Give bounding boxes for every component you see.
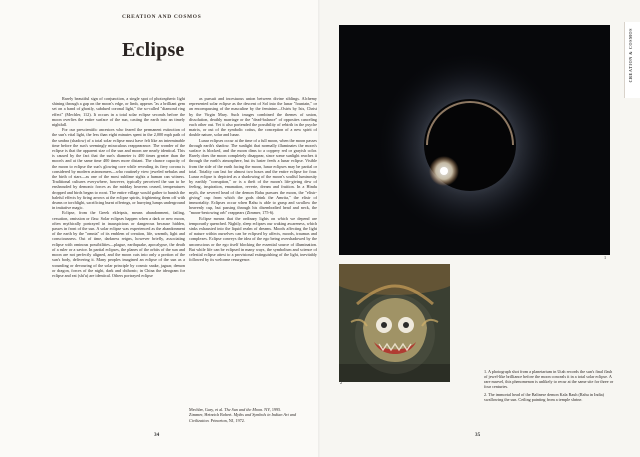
figure-number-2: 2: [340, 380, 343, 385]
body-column-2: [189, 96, 317, 402]
chapter-title: Eclipse: [122, 39, 185, 61]
paragraph: Lunar eclipses occur at the time of a full moon, when the moon passes through earth's shadow. The sunlight that normally illuminates the moon's surface is blocked, and the moon dims to a coppery red or grayish color. Rarely does the moon completely disappear, since some sunlight reaches it through the earth's atmosphere, but its luster feeds a lunar eclipse. Visible from the side of the earth facing the moon, lunar eclipses may be partial or total. Totality can last for almost two hours and the entire eclipse for four. Lunar eclipse is depicted as a shadowing of the moon's soulful luminosity by earthly "corruption," or is a theft of the moon's life-giving dew of feeling, inspiration, emanation, reverie, dream and fruition. In a Hindu myth, the severed head of the demon Rahu pursues the moon, the "elixir-giving" cup from which the gods drink the Amrita," the elixir of immortality. Eclipses occur when Rahu is able to grasp and swallow the heavenly cup, but passing through his disembodied head and neck, the "moon-bestowing orb" reappears (Zimmer, 175-6).: [189, 137, 317, 216]
eclipse-photo: [339, 25, 610, 255]
section-header: CREATION AND COSMOS: [122, 14, 202, 20]
references: [189, 407, 317, 423]
side-tab-label: CREATION & COSMOS: [628, 28, 633, 83]
balinese-painting: [339, 264, 450, 382]
figure-captions: [484, 369, 614, 405]
side-tab: [624, 22, 640, 98]
paragraph: Eclipse means that the ordinary lights on which we depend are temporarily quenched. Nightly, sleep eclipses our waking awareness, which sinks exhausted into the liquid realm of dreams. Moods affecting the light of nature within ourselves can be eclipsed by affects, moods, traumas and complexes. Eclipse conveys the idea of the ego being overshadowed by the unconscious or the ego itself blocking the essential source of illumination. But while life can be eclipsed in many ways, the symbolism and science of celestial eclipse attest to a provisional extinguishing of the light, inevitably followed by its welcome resurgence.: [189, 215, 317, 263]
reference-item: Zimmer, Heinrich Robert. Myths and Symbols in Indian Art and Civilization. Princeton, NJ, 1972.: [189, 412, 297, 423]
body-column-1: [52, 96, 185, 441]
paragraph: For our prescientific ancestors who feared the permanent extinction of the sun's vital light, the less than eight minutes spent in the 2,000 mph path of the umbra (shadow) of a total solar eclipse must have felt like an interminable time before the sun's seemingly miraculous reappearance. The wonder of the eclipse is that the apparent size of the sun and moon are nearly identical. This is caused by the fact that the sun's diameter is 400 times greater than the moon's and at the same time 400 times more distant. The chance capacity of the moon to eclipse the sun's glowing core while revealing its fiery corona is considered by modern astronomers—who routinely view jeweled nebulas and the birth of stars—as one of the most sublime sights a human can witness. Traditional cultures everywhere, however, typically perceived the sun to be enshrouded by demonic forces as the midday heavens ceased, temperatures dropped and birds began to roost. The entire village would gather to banish the baleful effects by firing arrows at the eclipse spirits, frightening them off with drums or torchlight, sacrificing burnt offerings, or hurrying lumps underground in imitative magic.: [52, 127, 185, 211]
caption-2: 2. The immortal head of the Balinese demon Kala Rauh (Rahu in India) swallowing the sun. Ceiling painting from a temple shrine.: [484, 392, 605, 402]
page-number-right: 35: [475, 432, 481, 438]
page-number-left: 34: [154, 432, 160, 438]
reference-item: Mechler, Gary, et al. The Sun and the Moon. NY, 1995.: [189, 407, 282, 412]
figure-number-1: 1: [604, 255, 607, 260]
paragraph: Rarely beautiful sign of conjunction, a single spot of photospheric light shining through a gap on the moon's edge, or limb, appears "as a brilliant gem set on a band of ghostly, subdued coronal light," the so-called "diamond ring effect" (Mechler, 112). It occurs in a total solar eclipse seconds before the moon overlies the entire surface of the sun, casting the earth into an timely nightfall.: [52, 96, 185, 128]
paragraph: as pursuit and incestuous union between divine siblings. Alchemy represented solar eclipse as the descent of Sol into the lunar "fountain," or an encompassing of the masculine by the feminine—Osiris by Isis, Christ by the Virgin Mary. Such images combined the themes of union, dissolution, deathly marriage or the "dead-balance" of opposites canceling each other out. Yet it also portended the possibility of rebirth in the psyche matrix, or out of the symbolic coitus, the conception of a new spirit of double nature, solar and lunar.: [189, 96, 317, 138]
paragraph: Eclipse, from the Greek ekleipsis, means abandonment, failing, cessation, omission or flaw. Solar eclipses happen when a dark or new moon, often mythically portrayed in inauspicious or dangerous because hidden, passes in front of the sun. A solar eclipse was experienced as the abandonment of the earth by the "omnia" of its emblem of creation, life, warmth, light and consciousness. Out of time, darkness reigns, however briefly, associating eclipse with ominous possibilities—plague, earthquake, apocalypse, the death of a ruler or a savior. In partial eclipses, the planes of the orbits of the sun and moon are not perfectly aligned, and the moon cuts into only a portion of the sun's body, delivering it. Many peoples imagined an eclipse of the sun as a wounding or devouring of the solar principle by cosmic snake, jaguar, demon or dragon, forces of the night, dark and chthonic; in China the ideogram for eclipse and eat (shi'u) are identical. Others portrayed eclipse: [52, 210, 185, 278]
caption-1: 1. A photograph shot from a planetarium in Utah records the sun's final flash of jewel-like brilliance before the moon conceals it in a total solar eclipse. A rare marvel, this phenomenon is unlikely to recur at the same site for three or four centuries.: [484, 369, 614, 389]
